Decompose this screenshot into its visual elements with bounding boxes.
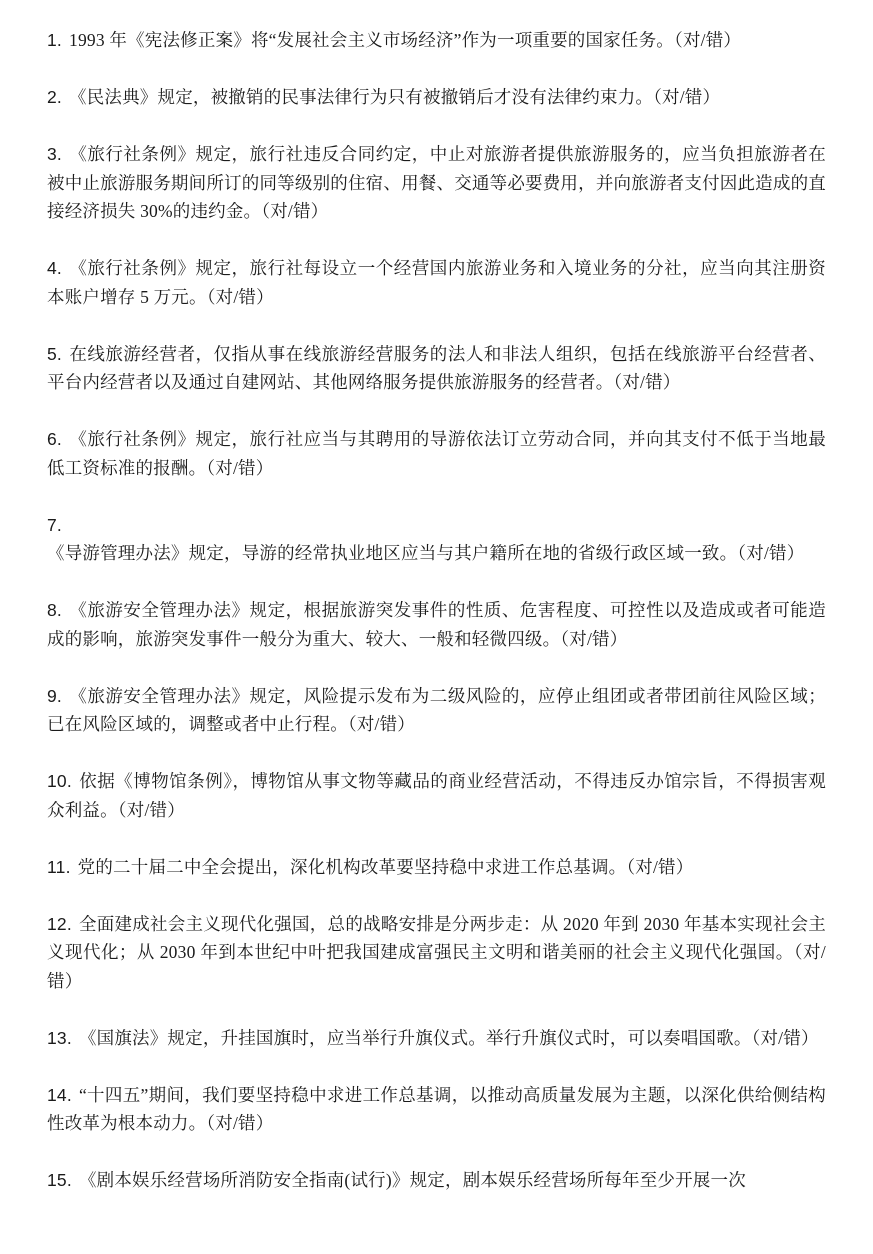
question-number: 3.	[47, 144, 62, 164]
question-text: 《民法典》规定，被撤销的民事法律行为只有被撤销后才没有法律约束力。（对/错）	[69, 87, 721, 107]
question-text: 1993 年《宪法修正案》将“发展社会主义市场经济”作为一项重要的国家任务。（对/错）	[69, 30, 742, 50]
question-item-7	[47, 511, 826, 568]
question-item-5	[47, 340, 826, 397]
question-text: 党的二十届二中全会提出，深化机构改革要坚持稳中求进工作总基调。（对/错）	[77, 856, 694, 877]
question-text: 在线旅游经营者，仅指从事在线旅游经营服务的法人和非法人组织，包括在线旅游平台经营者、平台内经营者以及通过自建网站、其他网络服务提供旅游服务的经营者。（对/错）	[47, 343, 826, 392]
question-number: 15.	[47, 1170, 72, 1190]
question-item-8	[47, 596, 826, 653]
question-item-3	[47, 140, 826, 226]
question-text: 《旅游安全管理办法》规定，根据旅游突发事件的性质、危害程度、可控性以及造成或者可能造成的影响，旅游突发事件一般分为重大、较大、一般和轻微四级。（对/错）	[47, 600, 826, 649]
question-item-2	[47, 83, 826, 112]
question-item-14	[47, 1081, 826, 1138]
question-text: “十四五”期间，我们要坚持稳中求进工作总基调，以推动高质量发展为主题，以深化供给侧结构性改革为根本动力。（对/错）	[47, 1084, 826, 1133]
question-number: 9.	[47, 685, 62, 706]
question-number: 12.	[47, 913, 72, 934]
question-number: 11.	[47, 856, 71, 877]
question-text: 《国旗法》规定，升挂国旗时，应当举行升旗仪式。举行升旗仪式时，可以奏唱国歌。（对/错）	[78, 1027, 819, 1048]
question-text: 《旅行社条例》规定，旅行社违反合同约定，中止对旅游者提供旅游服务的，应当负担旅游者在被中止旅游服务期间所订的同等级别的住宿、用餐、交通等必要费用，并向旅游者支付因此造成的直接经济损失 30%的违约金。（对/错）	[47, 144, 826, 221]
question-number: 1.	[47, 30, 62, 50]
question-text: 《旅行社条例》规定，旅行社每设立一个经营国内旅游业务和入境业务的分社，应当向其注册资本账户增存 5 万元。（对/错）	[47, 258, 826, 307]
question-text: 依据《博物馆条例》，博物馆从事文物等藏品的商业经营活动，不得违反办馆宗旨，不得损害观众利益。（对/错）	[47, 771, 826, 820]
question-number: 4.	[47, 258, 62, 278]
question-number: 10.	[47, 771, 72, 791]
question-item-10	[47, 767, 826, 824]
question-number: 2.	[47, 87, 62, 107]
question-item-4	[47, 254, 826, 311]
question-item-13	[47, 1024, 826, 1053]
question-item-15	[47, 1166, 826, 1195]
question-item-9	[47, 682, 826, 739]
question-item-12	[47, 910, 826, 996]
question-number: 6.	[47, 429, 62, 449]
question-text: 《剧本娱乐经营场所消防安全指南(试行)》规定，剧本娱乐经营场所每年至少开展一次	[78, 1170, 746, 1190]
question-item-6	[47, 425, 826, 482]
question-number: 14.	[47, 1084, 72, 1105]
question-text: 《旅行社条例》规定，旅行社应当与其聘用的导游依法订立劳动合同，并向其支付不低于当地最低工资标准的报酬。（对/错）	[47, 429, 826, 478]
question-text: 《旅游安全管理办法》规定，风险提示发布为二级风险的，应停止组团或者带团前往风险区域；已在风险区域的，调整或者中止行程。（对/错）	[47, 685, 826, 734]
question-item-1	[47, 26, 826, 55]
question-number: 8.	[47, 600, 62, 620]
question-text: 《导游管理办法》规定，导游的经常执业地区应当与其户籍所在地的省级行政区域一致。（对/错）	[47, 543, 805, 563]
question-item-11	[47, 853, 826, 882]
question-text: 全面建成社会主义现代化强国，总的战略安排是分两步走：从 2020 年到 2030 年基本实现社会主义现代化；从 2030 年到本世纪中叶把我国建成富强民主文明和谐美丽的社会主义现代化强国。（对/错）	[47, 913, 826, 991]
question-number: 13.	[47, 1027, 72, 1048]
question-number: 7.	[47, 514, 62, 535]
question-number: 5.	[47, 343, 62, 364]
